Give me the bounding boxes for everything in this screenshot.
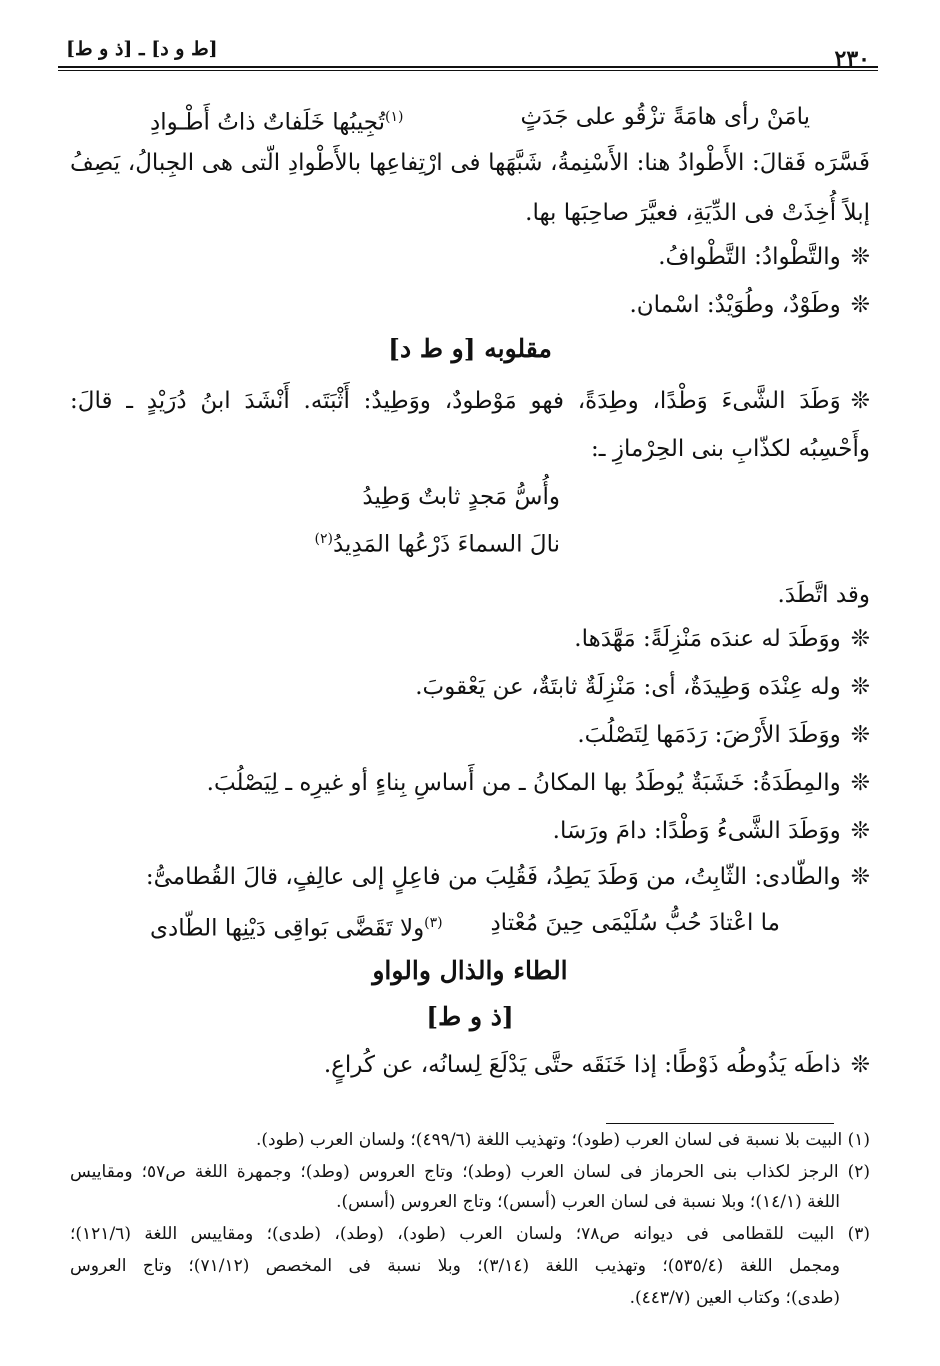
- entry: ❊وَطَدَ الشَّىءَ وَطْدًا، وطِدَةً، فهو مَوْطودٌ، ووَطِيدٌ: أَثْبَتَه. أَنْشَدَ ابنُ دُرَيْدٍ ـ قالَ:: [70, 388, 870, 414]
- verse1-first-hemistich: يامَنْ رأى هامَةً تزْقُو على جَدَثٍ: [520, 104, 810, 130]
- footnote: (٢) الرجز لكذاب بنى الحرماز فى لسان العرب (وطد)؛ وتاج العروس (وطد)؛ وجمهرة اللغة ص٥٧؛ ومقاييس: [70, 1162, 870, 1182]
- page-number: ٢٣٠: [834, 46, 870, 72]
- section-heading: مقلوبه [و ط د]: [388, 334, 552, 363]
- paragraph-line: وقد اتَّطَدَ.: [777, 582, 870, 608]
- footnote-ref-3: (٣): [424, 915, 443, 931]
- entry-marker-icon: ❊: [850, 674, 870, 700]
- entry: ❊والتَّطْوادُ: التَّطْوافُ.: [658, 244, 870, 270]
- entry-marker-icon: ❊: [850, 1052, 870, 1078]
- footnote-ref-1: (١): [385, 109, 404, 125]
- entry-marker-icon: ❊: [850, 292, 870, 318]
- header-rule: [58, 66, 878, 68]
- section-heading: الطاء والذال والواو: [372, 956, 568, 985]
- entry: ❊وطَوْدٌ، وطُوَيْدٌ: اسْمان.: [629, 292, 870, 318]
- header-rule-thin: [58, 70, 878, 71]
- footnote-continuation: اللغة (١٤/١)؛ وبلا نسبة فى لسان العرب (أسس)؛ وتاج العروس (أسس).: [336, 1192, 840, 1212]
- paragraph-line: وأَحْسِبُه لكذّابِ بنى الحِرْمازِ ـ:: [591, 436, 870, 462]
- paragraph-line: فَسَّرَه فَقالَ: الأَطْوادُ هنا: الأَسْنِمةُ، شَبَّهَها فى ارْتِفاعِها بالأَطْوادِ الّتى هى الجِبالُ، يَصِفُ: [70, 150, 870, 176]
- running-head: [ط و د] ـ [ذ و ط]: [66, 38, 218, 60]
- entry-marker-icon: ❊: [850, 818, 870, 844]
- entry-marker-icon: ❊: [850, 244, 870, 270]
- entry: ❊ذاطَه يَذُوطُه ذَوْطًا: إذا خَنَقَه حتَّى يَدْلَعَ لِسانُه، عن كُراعٍ.: [323, 1052, 870, 1078]
- footnote-continuation: (طدى)؛ وكتاب العين (٤٤٣/٧).: [629, 1288, 840, 1308]
- paragraph-line: إبلاً أُخِذَتْ فى الدِّيَةِ، فعيَّرَ صاحِبَها بها.: [525, 200, 870, 226]
- verse2-first-hemistich: ما اعْتادَ حُبُّ سُلَيْمَى حِينَ مُعْتادِ: [490, 910, 780, 936]
- entry: ❊والطّادى: الثّابِتُ، من وَطَدَ يَطِدُ، فَقُلِبَ من فاعِلٍ إلى عالِفٍ، قالَ القُطامىُّ:: [145, 864, 870, 890]
- entry-marker-icon: ❊: [850, 626, 870, 652]
- entry-marker-icon: ❊: [850, 388, 870, 414]
- verse2-second-hemistich: $^{(٣)}$ولا تَقَضَّى بَواقِى دَيْنِها الطّادى: [150, 915, 443, 942]
- rajaz-line: نالَ السماءَ ذَرْعُها المَدِيدُ$^{(٢)}$: [314, 531, 560, 558]
- entry-marker-icon: ❊: [850, 770, 870, 796]
- verse1-second-hemistich: $^{(١)}$تُجِيبُها خَلَفاتٌ ذاتُ أَطْـوادِ: [150, 109, 404, 136]
- footnote-continuation: ومجمل اللغة (٥٣٥/٤)؛ وتهذيب اللغة (٣/١٤)؛ وبلا نسبة فى المخصص (٧١/١٢)؛ وتاج العروس: [70, 1256, 841, 1276]
- entry: ❊وله عِنْدَه وَطِيدَةٌ، أى: مَنْزِلَةٌ ثابتَةٌ، عن يَعْقوبَ.: [415, 674, 870, 700]
- entry: ❊ووَطَدَ له عندَه مَنْزِلَةً: مَهَّدَها.: [574, 626, 870, 652]
- entry: ❊والمِطَدَةُ: خَشَبَةٌ يُوطَدُ بها المكانُ ـ من أَساسِ بِناءٍ أو غيرِه ـ لِيَصْلُبَ.: [206, 770, 870, 796]
- entry-heading: [ذ و ط]: [426, 1002, 514, 1031]
- entry: ❊ووَطَدَ الأَرْضَ: رَدَمَها لِتَصْلُبَ.: [577, 722, 870, 748]
- footnote-rule: [606, 1123, 834, 1124]
- rajaz-line: وأُسُّ مَجدٍ ثابتٌ وَطِيدُ: [362, 484, 560, 510]
- footnote-ref-2: (٢): [314, 531, 333, 547]
- entry-marker-icon: ❊: [850, 722, 870, 748]
- footnote: (٣) البيت للقطامى فى ديوانه ص٧٨؛ ولسان العرب (طود)، (وطد)، (طدى)؛ ومقاييس اللغة (١٢١/٦)؛: [70, 1224, 870, 1244]
- entry: ❊ووَطَدَ الشَّىءُ وَطْدًا: دامَ ورَسَا.: [552, 818, 870, 844]
- footnote: (١) البيت بلا نسبة فى لسان العرب (طود)؛ وتهذيب اللغة (٤٩٩/٦)؛ ولسان العرب (طود).: [255, 1130, 870, 1150]
- entry-marker-icon: ❊: [850, 864, 870, 890]
